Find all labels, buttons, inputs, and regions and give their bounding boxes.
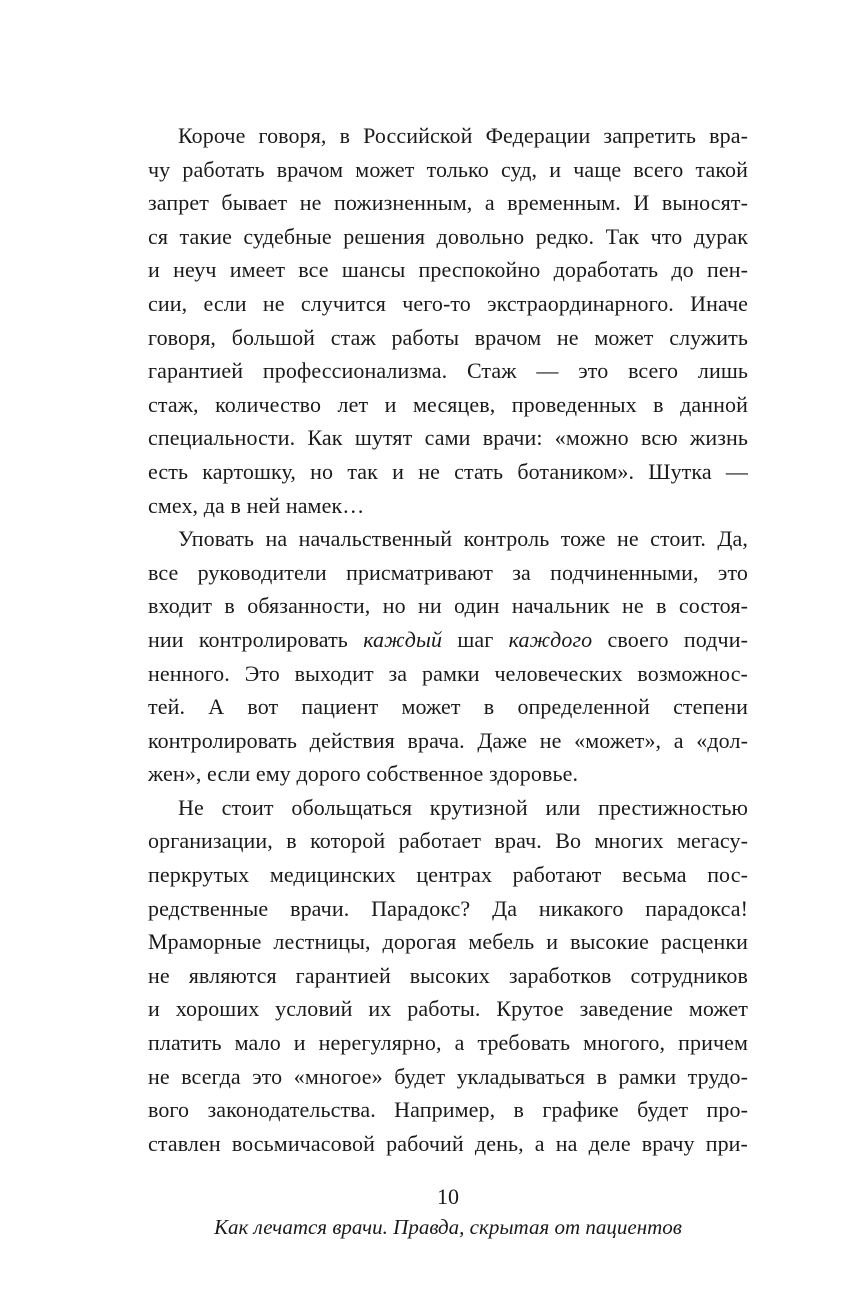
paragraph [148, 791, 748, 1161]
text-segment: есть картошку, но так и не стать ботаником». Шутка — [148, 458, 748, 484]
text-segment: стаж, количество лет и месяцев, проведенных в данной [148, 391, 748, 417]
paragraph [148, 119, 748, 522]
text-line [148, 455, 748, 489]
text-line [148, 1060, 748, 1094]
text-line [148, 287, 748, 321]
text-line [148, 824, 748, 858]
text-line [148, 354, 748, 388]
text-line [148, 791, 748, 825]
text-segment: сии, если не случится чего-то экстраординарного. Иначе [148, 290, 748, 316]
text-segment: ставлен восьмичасовой рабочий день, а на деле врачу при- [148, 1130, 748, 1156]
text-line [148, 253, 748, 287]
text-line [148, 589, 748, 623]
text-line [148, 321, 748, 355]
text-line [148, 992, 748, 1026]
text-column [148, 119, 748, 1160]
text-segment: смех, да в ней намек… [148, 492, 365, 518]
text-line [148, 757, 748, 791]
text-line [148, 1026, 748, 1060]
text-segment: и хороших условий их работы. Крутое заведение может [148, 996, 748, 1022]
text-segment: ся такие судебные решения довольно редко. Так что дурак [148, 223, 748, 249]
text-segment: Не стоит обольщаться крутизной или престижностью [178, 794, 748, 820]
text-line [148, 119, 748, 153]
text-line [148, 858, 748, 892]
text-segment: платить мало и нерегулярно, а требовать многого, причем [148, 1030, 748, 1056]
emphasized-text: каждый [363, 626, 443, 652]
text-line [148, 623, 748, 657]
text-line [148, 522, 748, 556]
text-segment: гарантией профессионализма. Стаж — это всего лишь [148, 358, 748, 384]
text-segment: редственные врачи. Парадокс? Да никакого парадокса! [148, 895, 748, 921]
text-line [148, 1093, 748, 1127]
text-line [148, 1127, 748, 1161]
text-segment: вого законодательства. Например, в графике будет про- [148, 1097, 748, 1123]
text-line [148, 220, 748, 254]
text-segment: Короче говоря, в Российской Федерации запретить вра- [178, 123, 748, 148]
text-segment: тей. А вот пациент может в определенной степени [148, 694, 748, 720]
text-segment: чу работать врачом может только суд, и чаще всего такой [148, 156, 748, 182]
text-segment: жен», если ему дорого собственное здоровье. [148, 761, 579, 787]
text-segment: входит в обязанности, но ни один начальник не в состоя- [148, 593, 748, 619]
text-line [148, 959, 748, 993]
page-number: 10 [437, 1184, 459, 1209]
text-line [148, 724, 748, 758]
text-segment: не являются гарантией высоких заработков сотрудников [148, 962, 748, 988]
text-line [148, 556, 748, 590]
text-segment: говоря, большой стаж работы врачом не может служить [148, 324, 748, 350]
text-segment: перкрутых медицинских центрах работают весьма пос- [148, 862, 748, 888]
text-segment: контролировать действия врача. Даже не «может», а «дол- [148, 727, 748, 753]
text-line [148, 421, 748, 455]
text-line [148, 153, 748, 187]
text-segment: своего подчи- [592, 626, 748, 652]
text-line [148, 925, 748, 959]
text-segment: шаг [442, 626, 509, 652]
text-segment: все руководители присматривают за подчиненными, это [148, 559, 748, 585]
text-segment: не всегда это «многое» будет укладываться в рамки трудо- [148, 1063, 748, 1089]
text-line [148, 657, 748, 691]
text-line [148, 690, 748, 724]
text-segment: нии контролировать [148, 626, 364, 652]
running-title: Как лечатся врачи. Правда, скрытая от пациентов [214, 1215, 682, 1239]
text-line [148, 892, 748, 926]
text-segment: специальности. Как шутят сами врачи: «можно всю жизнь [148, 425, 748, 451]
paragraph [148, 522, 748, 791]
text-segment: запрет бывает не пожизненным, а временным. И выносят- [148, 190, 748, 216]
text-segment: Уповать на начальственный контроль тоже не стоит. Да, [178, 526, 748, 552]
text-segment: ненного. Это выходит за рамки человеческих возможнос- [148, 660, 748, 686]
text-segment: Мраморные лестницы, дорогая мебель и высокие расценки [148, 929, 748, 955]
text-segment: организации, в которой работает врач. Во многих мегасу- [148, 828, 748, 854]
text-line [148, 186, 748, 220]
text-line [148, 489, 748, 523]
emphasized-text: каждого [508, 626, 593, 652]
text-segment: и неуч имеет все шансы преспокойно доработать до пен- [148, 257, 748, 283]
text-line [148, 388, 748, 422]
